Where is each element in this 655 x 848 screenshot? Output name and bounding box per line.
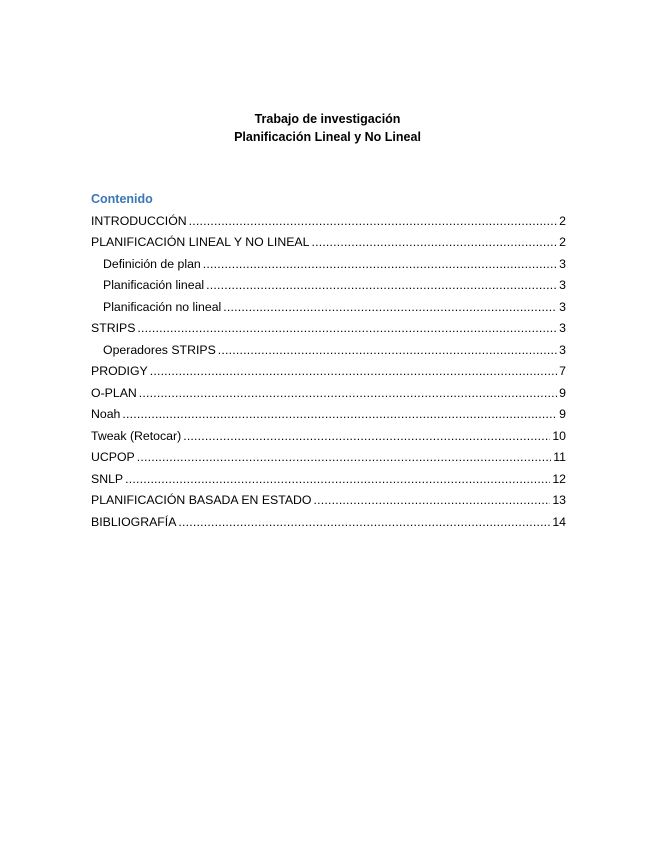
- toc-entry-page: 13: [552, 493, 566, 507]
- toc-dot-leader: [218, 343, 557, 357]
- toc-dot-leader: [125, 472, 550, 486]
- toc-entry-page: 2: [559, 235, 566, 249]
- toc-entry-planificacion-basada-en-estado[interactable]: [91, 486, 566, 508]
- toc-entry-page: 12: [552, 471, 566, 486]
- toc-entry-label: Planificación no lineal: [103, 299, 222, 314]
- toc-entry-definicion-de-plan[interactable]: [91, 249, 566, 271]
- toc-entry-page: 3: [559, 299, 566, 314]
- toc-entry-label: STRIPS: [91, 321, 136, 335]
- toc-entry-label: BIBLIOGRAFÍA: [91, 514, 177, 529]
- toc-dot-leader: [137, 321, 557, 335]
- table-of-contents: [91, 206, 566, 529]
- toc-entry-tweak[interactable]: [91, 421, 566, 443]
- toc-dot-leader: [150, 364, 557, 378]
- title-line-2: Planificación Lineal y No Lineal: [234, 130, 421, 144]
- toc-entry-page: 7: [559, 364, 566, 378]
- toc-entry-page: 9: [559, 385, 566, 400]
- toc-entry-planificacion-lineal[interactable]: [91, 271, 566, 293]
- toc-entry-prodigy[interactable]: [91, 357, 566, 379]
- toc-entry-bibliografia[interactable]: [91, 507, 566, 529]
- toc-entry-page: 2: [559, 213, 566, 228]
- toc-entry-introduccion[interactable]: [91, 206, 566, 228]
- toc-entry-label: Operadores STRIPS: [103, 342, 216, 357]
- toc-dot-leader: [178, 515, 550, 529]
- toc-entry-noah[interactable]: [91, 400, 566, 422]
- toc-dot-leader: [183, 429, 550, 443]
- toc-entry-label: PLANIFICACIÓN LINEAL Y NO LINEAL: [91, 235, 310, 249]
- toc-entry-page: 3: [559, 256, 566, 271]
- toc-dot-leader: [189, 214, 558, 228]
- toc-entry-page: 3: [559, 342, 566, 357]
- toc-entry-label: UCPOP: [91, 450, 135, 464]
- document-title: [0, 110, 655, 146]
- toc-entry-label: Planificación lineal: [103, 278, 205, 292]
- toc-dot-leader: [223, 300, 557, 314]
- toc-entry-page: 10: [552, 428, 566, 443]
- toc-entry-page: 11: [553, 450, 566, 464]
- toc-entry-strips[interactable]: [91, 314, 566, 336]
- toc-dot-leader: [314, 493, 551, 507]
- toc-dot-leader: [206, 278, 557, 292]
- toc-dot-leader: [137, 450, 552, 464]
- toc-entry-operadores-strips[interactable]: [91, 335, 566, 357]
- toc-dot-leader: [311, 235, 557, 249]
- toc-entry-label: SNLP: [91, 471, 124, 486]
- toc-entry-label: Tweak (Retocar): [91, 428, 182, 443]
- toc-dot-leader: [203, 257, 557, 271]
- toc-dot-leader: [139, 386, 557, 400]
- toc-entry-snlp[interactable]: [91, 464, 566, 486]
- toc-entry-label: PRODIGY: [91, 364, 148, 378]
- toc-entry-planificacion-no-lineal[interactable]: [91, 292, 566, 314]
- toc-entry-planificacion-lineal-y-no-lineal[interactable]: [91, 228, 566, 250]
- toc-dot-leader: [122, 407, 557, 421]
- toc-entry-page: 3: [559, 278, 566, 292]
- title-line-1: Trabajo de investigación: [254, 112, 401, 126]
- toc-entry-page: 9: [559, 407, 566, 421]
- toc-heading: Contenido: [91, 192, 153, 206]
- toc-entry-label: O-PLAN: [91, 385, 137, 400]
- toc-entry-label: Definición de plan: [103, 256, 201, 271]
- toc-entry-label: Noah: [91, 407, 121, 421]
- toc-entry-o-plan[interactable]: [91, 378, 566, 400]
- toc-entry-label: INTRODUCCIÓN: [91, 213, 187, 228]
- toc-entry-ucpop[interactable]: [91, 443, 566, 465]
- toc-entry-page: 14: [552, 514, 566, 529]
- toc-entry-page: 3: [559, 321, 566, 335]
- toc-entry-label: PLANIFICACIÓN BASADA EN ESTADO: [91, 493, 312, 507]
